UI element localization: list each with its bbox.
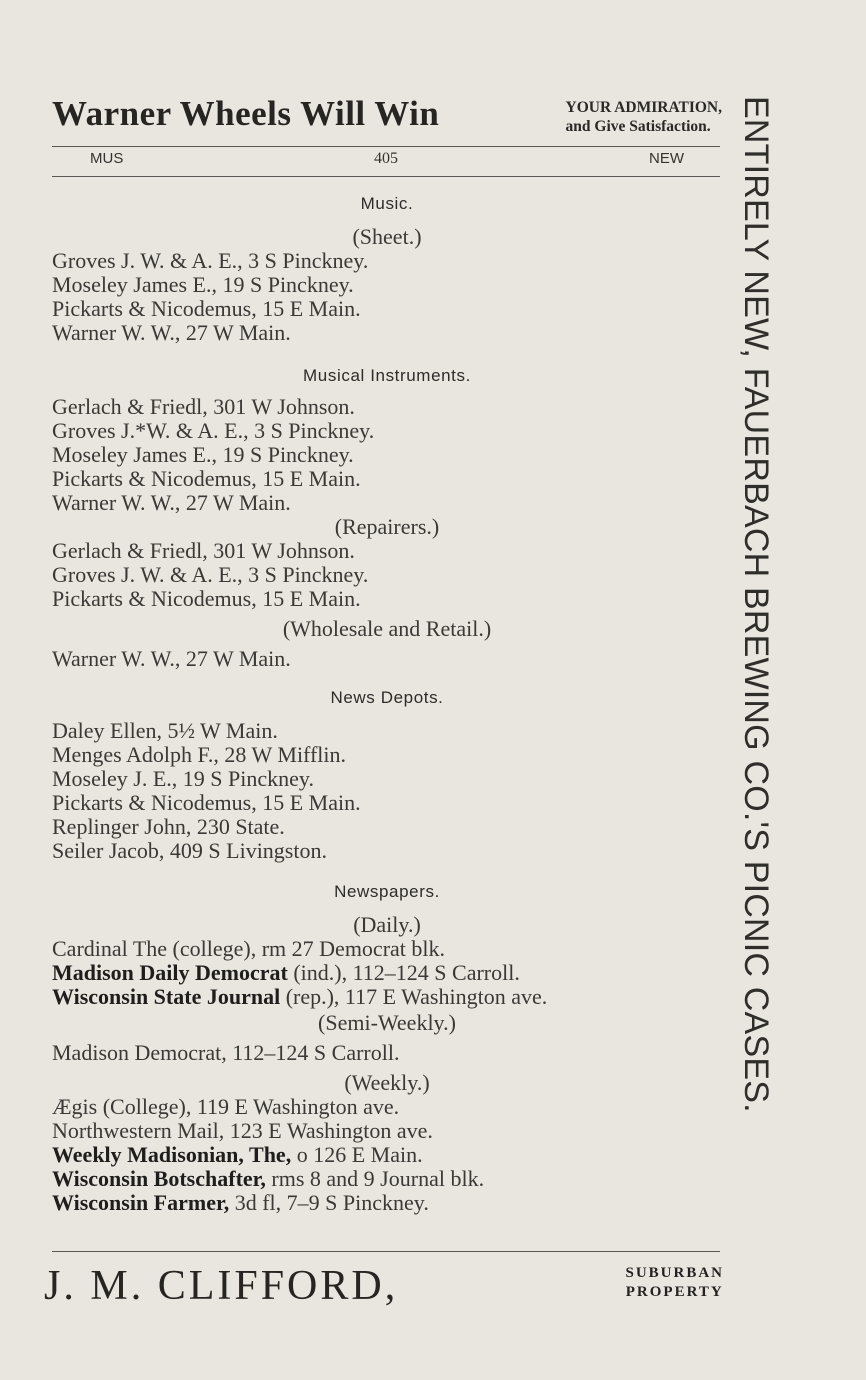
side-advertisement (735, 96, 779, 1308)
subheading-repairers: (Repairers.) (334, 514, 440, 539)
list-item: Pickarts & Nicodemus, 15 E Main. (52, 296, 361, 321)
list-item: Moseley James E., 19 S Pinckney. (52, 272, 354, 297)
section-heading-news-depots: News Depots. (330, 688, 444, 707)
list-item: Warner W. W., 27 W Main. (52, 490, 291, 515)
section-heading-newspapers: Newspapers. (334, 882, 440, 901)
header-rule-top (52, 146, 720, 147)
header-advertisement (52, 92, 722, 142)
guide-word-left: MUS (90, 150, 124, 167)
list-item: Warner W. W., 27 W Main. (52, 320, 291, 345)
list-item: Groves J. W. & A. E., 3 S Pinckney. (52, 562, 369, 587)
side-ad-text: ENTIRELY NEW, FAUERBACH BREWING CO.'S PICNIC CASES. (737, 96, 775, 1113)
footer-advertisement (44, 1262, 724, 1312)
subheading-wholesale-retail: (Wholesale and Retail.) (282, 616, 492, 641)
list-item: Seiler Jacob, 409 S Livingston. (52, 838, 327, 863)
list-item: Pickarts & Nicodemus, 15 E Main. (52, 586, 361, 611)
list-item: Wisconsin Farmer, 3d fl, 7–9 S Pinckney. (52, 1190, 429, 1215)
subheading-daily: (Daily.) (353, 912, 421, 937)
footer-ad-line-1: SUBURBAN (625, 1265, 724, 1281)
list-item: Pickarts & Nicodemus, 15 E Main. (52, 790, 361, 815)
list-item: Groves J. W. & A. E., 3 S Pinckney. (52, 248, 369, 273)
list-item: Groves J.*W. & A. E., 3 S Pinckney. (52, 418, 375, 443)
list-item: Weekly Madisonian, The, o 126 E Main. (52, 1142, 423, 1167)
section-heading-musical-instruments: Musical Instruments. (303, 366, 471, 385)
list-item: Wisconsin State Journal (rep.), 117 E Washington ave. (52, 984, 548, 1009)
header-tagline-line-2: and Give Satisfaction. (565, 118, 711, 135)
list-item: Wisconsin Botschafter, rms 8 and 9 Journal blk. (52, 1166, 485, 1191)
list-item: Menges Adolph F., 28 W Mifflin. (52, 742, 347, 767)
list-item: Warner W. W., 27 W Main. (52, 646, 291, 671)
section-heading-music: Music. (360, 194, 414, 213)
guide-word-right: NEW (649, 150, 684, 167)
list-item: Pickarts & Nicodemus, 15 E Main. (52, 466, 361, 491)
footer-ad-tagline (625, 1264, 724, 1302)
subheading-sheet: (Sheet.) (352, 224, 422, 249)
listing-content (52, 189, 722, 1215)
list-item: Daley Ellen, 5½ W Main. (52, 718, 278, 743)
subheading-weekly: (Weekly.) (344, 1070, 430, 1095)
header-brand: Warner Wheels Will Win (52, 94, 440, 133)
list-item: Ægis (College), 119 E Washington ave. (52, 1094, 400, 1119)
list-item: Replinger John, 230 State. (52, 814, 285, 839)
list-item: Gerlach & Friedl, 301 W Johnson. (52, 538, 355, 563)
list-item: Madison Daily Democrat (ind.), 112–124 S Carroll. (52, 960, 520, 985)
list-item: Northwestern Mail, 123 E Washington ave. (52, 1118, 433, 1143)
footer-ad-name: J. M. CLIFFORD, (44, 1263, 399, 1309)
header-tagline (566, 98, 722, 136)
list-item: Cardinal The (college), rm 27 Democrat blk. (52, 936, 446, 961)
list-item: Gerlach & Friedl, 301 W Johnson. (52, 394, 355, 419)
footer-ad-line-2: PROPERTY (625, 1284, 724, 1300)
header-rule-bottom (52, 176, 720, 177)
header-tagline-line-1: YOUR ADMIRATION, (565, 99, 722, 116)
list-item: Moseley James E., 19 S Pinckney. (52, 442, 354, 467)
list-item: Moseley J. E., 19 S Pinckney. (52, 766, 314, 791)
subheading-semi-weekly: (Semi-Weekly.) (318, 1010, 456, 1035)
list-item: Madison Democrat, 112–124 S Carroll. (52, 1040, 400, 1065)
page-number: 405 (374, 150, 398, 167)
footer-rule (52, 1251, 720, 1252)
running-header (52, 150, 720, 172)
